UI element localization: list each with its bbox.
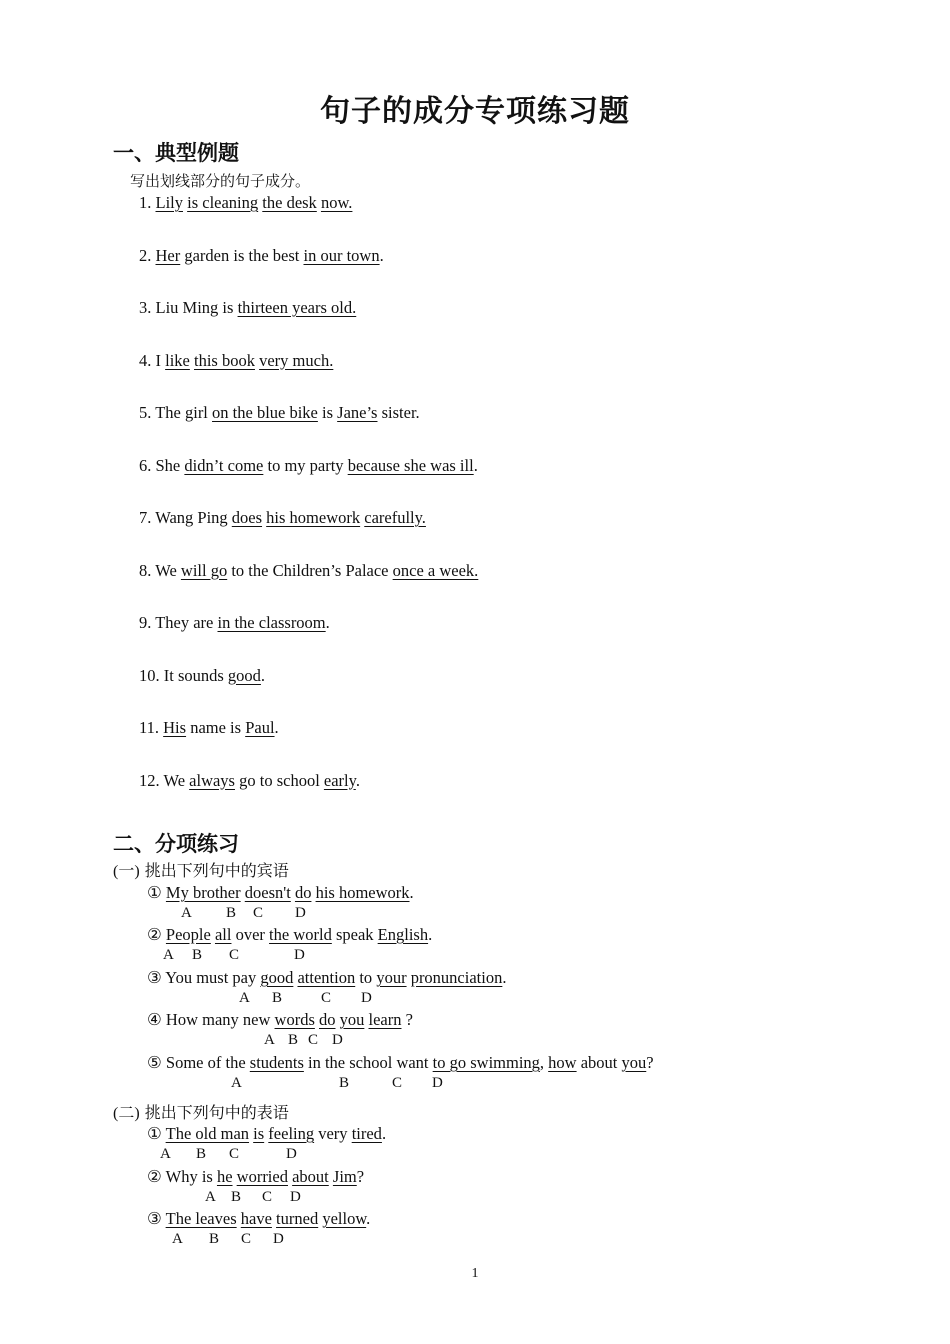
option-letter: A bbox=[172, 1231, 183, 1247]
example-sentence bbox=[139, 561, 478, 581]
exercise-sentence bbox=[147, 925, 432, 945]
example-sentence bbox=[139, 351, 333, 371]
sentence-text: name is bbox=[186, 718, 246, 737]
underlined-phrase: His bbox=[163, 718, 187, 737]
sentence-text: ① bbox=[147, 1124, 166, 1143]
option-letter: D bbox=[295, 905, 306, 921]
sentence-text: 9. They are bbox=[139, 613, 218, 632]
underlined-phrase: his homework bbox=[315, 883, 410, 902]
underlined-phrase: do bbox=[294, 883, 312, 902]
sentence-text: . bbox=[502, 968, 507, 987]
example-sentence bbox=[139, 718, 279, 738]
underlined-phrase: you bbox=[339, 1010, 365, 1029]
underlined-phrase: in our town bbox=[303, 245, 380, 265]
part2-label bbox=[113, 1100, 289, 1123]
underlined-phrase: you bbox=[621, 1053, 647, 1072]
underlined-phrase: will go bbox=[180, 560, 228, 580]
underlined-phrase: on the blue bike bbox=[212, 403, 318, 422]
option-letter: B bbox=[231, 1189, 242, 1205]
part1-label-text: 挑出下列句中的宾语 bbox=[139, 861, 289, 880]
underlined-phrase: in the classroom bbox=[217, 613, 326, 632]
underlined-phrase: Jim bbox=[332, 1167, 357, 1186]
underlined-phrase: Jane’s bbox=[337, 403, 378, 422]
exercise-sentence bbox=[147, 1010, 413, 1030]
sentence-text: 11. bbox=[139, 718, 164, 737]
sentence-text: ? bbox=[646, 1053, 654, 1072]
sentence-text: ⑤ Some of the bbox=[147, 1053, 250, 1072]
underlined-phrase: worried bbox=[236, 1167, 288, 1186]
sentence-text: 7. Wang Ping bbox=[139, 508, 232, 527]
option-letters bbox=[0, 1075, 700, 1093]
sentence-text: 6. She bbox=[139, 455, 185, 475]
sentence-text: to my party bbox=[263, 455, 348, 475]
option-letter: D bbox=[332, 1032, 343, 1048]
option-letter: C bbox=[229, 947, 240, 963]
sentence-text: ? bbox=[401, 1010, 413, 1029]
underlined-phrase: like bbox=[165, 350, 190, 370]
sentence-text: . bbox=[260, 665, 266, 685]
example-sentence bbox=[139, 771, 360, 791]
sentence-text: ? bbox=[356, 1167, 365, 1186]
sentence-text: ④ How many new bbox=[147, 1010, 275, 1029]
option-letter: B bbox=[339, 1075, 350, 1091]
sentence-text: is bbox=[317, 403, 338, 422]
underlined-phrase: carefully. bbox=[364, 508, 426, 527]
underlined-phrase: about bbox=[292, 1167, 329, 1186]
option-letter: D bbox=[432, 1075, 443, 1091]
example-sentence bbox=[139, 403, 420, 423]
underlined-phrase: the desk bbox=[262, 193, 317, 212]
underlined-phrase: turned bbox=[276, 1209, 319, 1228]
part2-label-prefix: (二) bbox=[113, 1105, 140, 1122]
option-letter: A bbox=[205, 1189, 216, 1205]
sentence-text: . bbox=[325, 613, 330, 632]
part1-label-prefix: (一) bbox=[113, 863, 140, 880]
option-letter: B bbox=[209, 1231, 220, 1247]
underlined-phrase: learn bbox=[368, 1010, 402, 1029]
option-letter: C bbox=[241, 1231, 252, 1247]
sentence-text: ② bbox=[147, 925, 166, 944]
exercise-sentence bbox=[147, 1124, 386, 1144]
exercise-sentence bbox=[147, 883, 414, 903]
underlined-phrase: tired bbox=[351, 1124, 382, 1143]
underlined-phrase: didn’t come bbox=[184, 455, 264, 475]
underlined-phrase: to go swimming bbox=[432, 1053, 540, 1072]
underlined-phrase: is cleaning bbox=[187, 193, 259, 212]
sentence-text: to bbox=[355, 968, 377, 987]
option-letters bbox=[0, 1032, 700, 1050]
sentence-text: about bbox=[576, 1053, 622, 1072]
sentence-text: sister. bbox=[377, 403, 420, 422]
sentence-text: over bbox=[231, 925, 270, 944]
option-letter: B bbox=[288, 1032, 299, 1048]
underlined-phrase: The old man bbox=[165, 1124, 250, 1143]
option-letter: A bbox=[181, 905, 192, 921]
option-letter: A bbox=[264, 1032, 275, 1048]
example-sentence bbox=[139, 456, 478, 476]
underlined-phrase: words bbox=[274, 1010, 315, 1029]
example-sentence bbox=[139, 613, 330, 633]
sentence-text: 2. bbox=[139, 245, 156, 265]
sentence-text: . bbox=[428, 925, 433, 944]
sentence-text: very bbox=[314, 1124, 352, 1143]
option-letter: B bbox=[192, 947, 203, 963]
option-letter: B bbox=[272, 990, 283, 1006]
section1-instruction: 写出划线部分的句子成分。 bbox=[130, 172, 311, 190]
option-letter: A bbox=[163, 947, 174, 963]
underlined-phrase: thirteen years old. bbox=[237, 298, 357, 317]
sentence-text: . bbox=[366, 1209, 371, 1228]
option-letters bbox=[0, 1146, 700, 1164]
option-letters bbox=[0, 1231, 700, 1249]
option-letter: C bbox=[321, 990, 332, 1006]
underlined-phrase: do bbox=[319, 1010, 336, 1029]
underlined-phrase: pronunciation bbox=[410, 968, 503, 987]
sentence-text: 3. Liu Ming is bbox=[139, 298, 238, 317]
option-letter: C bbox=[262, 1189, 273, 1205]
sentence-text: . bbox=[379, 245, 384, 265]
sentence-text: . bbox=[473, 455, 478, 475]
underlined-phrase: is bbox=[253, 1124, 265, 1143]
part2-label-text: 挑出下列句中的表语 bbox=[139, 1103, 289, 1122]
option-letter: D bbox=[273, 1231, 284, 1247]
underlined-phrase: does bbox=[231, 508, 263, 527]
option-letter: A bbox=[160, 1146, 171, 1162]
underlined-phrase: the world bbox=[269, 925, 332, 944]
sentence-text: 12. We bbox=[139, 770, 190, 790]
option-letter: A bbox=[239, 990, 250, 1006]
page-number: 1 bbox=[471, 1266, 479, 1281]
underlined-phrase: because she was ill bbox=[347, 455, 474, 475]
sentence-text: , bbox=[539, 1053, 549, 1072]
option-letter: D bbox=[361, 990, 372, 1006]
sentence-text: . bbox=[409, 883, 414, 902]
underlined-phrase: good bbox=[227, 665, 261, 685]
underlined-phrase: yellow bbox=[322, 1209, 367, 1228]
option-letters bbox=[0, 905, 700, 923]
option-letters bbox=[0, 990, 700, 1008]
exercise-sentence bbox=[147, 1167, 364, 1187]
sentence-text: ③ You must pay bbox=[147, 968, 261, 987]
underlined-phrase: Lily bbox=[155, 193, 183, 212]
exercise-sentence bbox=[147, 968, 506, 988]
underlined-phrase: always bbox=[189, 770, 235, 790]
option-letters bbox=[0, 947, 700, 965]
sentence-text: . bbox=[381, 1124, 387, 1143]
underlined-phrase: he bbox=[216, 1167, 233, 1186]
section2-heading: 二、分项练习 bbox=[113, 832, 239, 856]
option-letter: C bbox=[308, 1032, 319, 1048]
example-sentence bbox=[139, 508, 426, 528]
option-letter: B bbox=[196, 1146, 207, 1162]
example-sentence bbox=[139, 246, 384, 266]
underlined-phrase: Her bbox=[155, 245, 181, 265]
example-sentence bbox=[139, 666, 265, 686]
option-letter: D bbox=[290, 1189, 301, 1205]
option-letter: C bbox=[392, 1075, 403, 1091]
sentence-text: garden is the best bbox=[180, 245, 304, 265]
option-letter: D bbox=[286, 1146, 297, 1162]
sentence-text: ③ bbox=[147, 1209, 166, 1228]
sentence-text: go to school bbox=[234, 770, 324, 790]
underlined-phrase: feeling bbox=[268, 1124, 315, 1143]
sentence-text: 10. It sounds bbox=[139, 665, 228, 685]
part1-label bbox=[113, 858, 289, 881]
sentence-text: ② Why is bbox=[147, 1167, 217, 1186]
sentence-text: 4. I bbox=[139, 350, 166, 370]
underlined-phrase: how bbox=[548, 1053, 577, 1072]
underlined-phrase: Paul bbox=[245, 718, 275, 737]
underlined-phrase: doesn't bbox=[244, 883, 291, 902]
underlined-phrase: good bbox=[260, 968, 294, 987]
sentence-text: . bbox=[274, 718, 279, 737]
option-letter: C bbox=[253, 905, 264, 921]
underlined-phrase: students bbox=[249, 1053, 304, 1072]
exercise-sentence bbox=[147, 1053, 654, 1073]
sentence-text: 5. The girl bbox=[139, 403, 213, 422]
underlined-phrase: his homework bbox=[266, 508, 361, 527]
sentence-text: ① bbox=[147, 883, 166, 902]
underlined-phrase: once a week. bbox=[392, 560, 479, 580]
sentence-text: 1. bbox=[139, 193, 156, 212]
underlined-phrase: now. bbox=[320, 193, 353, 212]
sentence-text: to the Children’s Palace bbox=[227, 560, 393, 580]
underlined-phrase: your bbox=[376, 968, 407, 987]
option-letter: A bbox=[231, 1075, 242, 1091]
underlined-phrase: very much. bbox=[259, 350, 334, 370]
underlined-phrase: all bbox=[214, 925, 232, 944]
underlined-phrase: have bbox=[240, 1209, 272, 1228]
underlined-phrase: People bbox=[165, 925, 211, 944]
sentence-text: in the school want bbox=[303, 1053, 433, 1072]
exercise-sentence bbox=[147, 1209, 370, 1229]
example-sentence bbox=[139, 298, 356, 318]
underlined-phrase: early bbox=[323, 770, 356, 790]
sentence-text: 8. We bbox=[139, 560, 181, 580]
underlined-phrase: My brother bbox=[165, 883, 241, 902]
sentence-text: . bbox=[355, 770, 360, 790]
page-title: 句子的成分专项练习题 bbox=[320, 94, 630, 129]
sentence-text: speak bbox=[331, 925, 378, 944]
option-letter: C bbox=[229, 1146, 240, 1162]
option-letter: B bbox=[226, 905, 237, 921]
underlined-phrase: this book bbox=[194, 350, 255, 370]
section1-heading: 一、典型例题 bbox=[113, 141, 239, 165]
underlined-phrase: The leaves bbox=[165, 1209, 237, 1228]
option-letter: D bbox=[294, 947, 305, 963]
example-sentence bbox=[139, 193, 352, 213]
underlined-phrase: attention bbox=[297, 968, 356, 987]
underlined-phrase: English bbox=[377, 925, 429, 944]
option-letters bbox=[0, 1189, 700, 1207]
